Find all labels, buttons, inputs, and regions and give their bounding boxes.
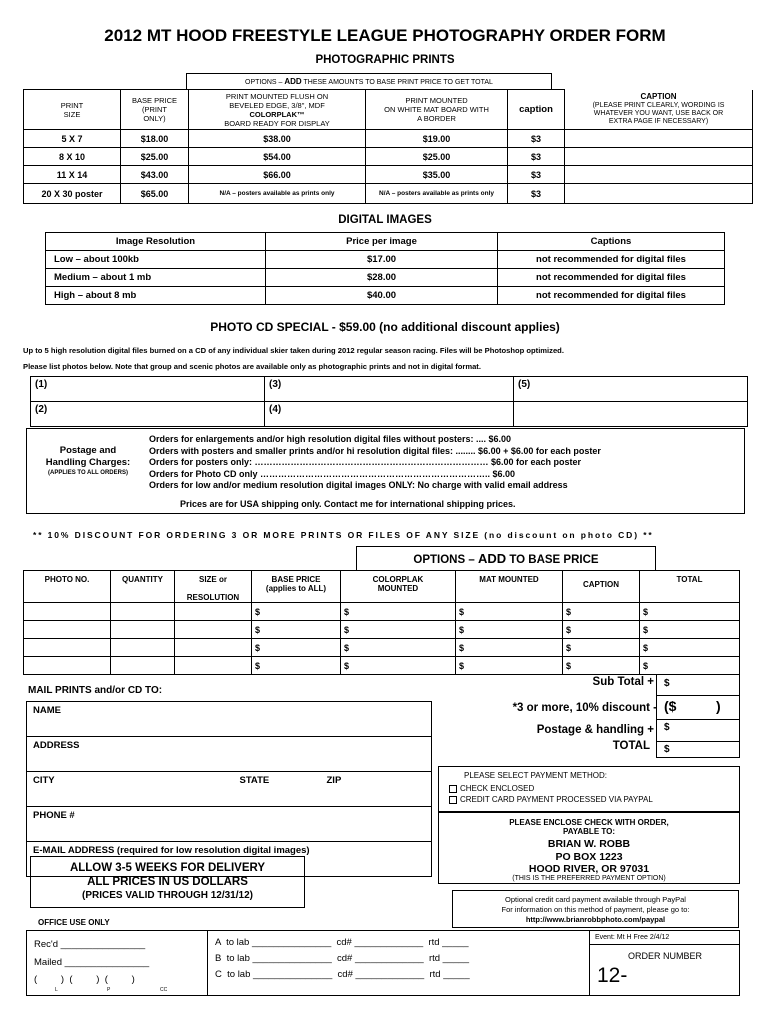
city-state-zip-field[interactable] <box>27 772 432 807</box>
cell-flush: $66.00 <box>189 166 366 184</box>
total-label: TOTAL <box>612 740 650 752</box>
state-label: STATE <box>239 775 270 786</box>
mail-heading: MAIL PRINTS and/or CD TO: <box>28 685 163 696</box>
cell-caption: $3 <box>508 130 565 148</box>
col-mat-mounted: PRINT MOUNTED ON WHITE MAT BOARD WITH A BORDER <box>366 90 508 130</box>
payee-city: HOOD RIVER, OR 97031 <box>528 863 650 875</box>
cell-caption-note <box>565 130 753 148</box>
cell-captions: not recommended for digital files <box>498 269 725 287</box>
cell-size: 8 X 10 <box>24 148 121 166</box>
mailed-field[interactable]: Mailed ________________ <box>34 957 150 968</box>
cell-flush: $38.00 <box>189 130 366 148</box>
paypal-link[interactable]: http://www.brianrobbphoto.com/paypal <box>525 915 666 924</box>
payee-name: BRIAN W. ROBB <box>547 838 631 850</box>
quantity-input[interactable] <box>111 621 175 639</box>
valid-through-text: (PRICES VALID THROUGH 12/31/12) <box>82 890 253 901</box>
cell-caption-note <box>565 166 753 184</box>
payee-box: PO BOX 1223 <box>555 851 623 863</box>
name-field[interactable]: NAME <box>27 702 432 737</box>
table-row <box>46 287 725 305</box>
table-row <box>46 269 725 287</box>
digital-heading: DIGITAL IMAGES <box>338 214 432 226</box>
photo-slot-3[interactable]: (3) <box>265 377 514 402</box>
quantity-input[interactable] <box>111 657 175 675</box>
total-input[interactable]: $ <box>640 621 740 639</box>
shipping-box <box>26 428 745 514</box>
paypal-box <box>452 890 739 928</box>
col-caption-note: CAPTION (PLEASE PRINT CLEARLY, WORDING IS WHATEVER YOU WANT, USE BACK OR EXTRA PAGE IF NECESSARY) <box>565 90 753 130</box>
quantity-input[interactable] <box>111 603 175 621</box>
caption-input[interactable]: $ <box>563 603 640 621</box>
col-colorplak: COLORPLAK MOUNTED <box>341 571 456 603</box>
size-input[interactable] <box>175 639 252 657</box>
col-colorplak: PRINT MOUNTED FLUSH ON BEVELED EDGE, 3/8", MDF COLORPLAK™ BOARD READY FOR DISPLAY <box>189 90 366 130</box>
paypal-option[interactable]: CREDIT CARD PAYMENT PROCESSED VIA PAYPAL <box>449 795 653 804</box>
order-number-label: ORDER NUMBER <box>627 951 702 961</box>
payment-method-box <box>438 766 740 812</box>
cell-flush: $54.00 <box>189 148 366 166</box>
order-options-header: OPTIONS – ADD TO BASE PRICE <box>356 546 656 571</box>
caption-input[interactable]: $ <box>563 621 640 639</box>
col-print-size: PRINT SIZE <box>24 90 121 130</box>
table-row <box>46 251 725 269</box>
cell-size: 5 X 7 <box>24 130 121 148</box>
cell-price: $17.00 <box>266 251 498 269</box>
col-quantity: QUANTITY <box>111 571 175 603</box>
cell-resolution: Medium – about 1 mb <box>46 269 266 287</box>
enclose-text: PAYABLE TO: <box>562 827 615 836</box>
photo-slot-4[interactable]: (4) <box>265 402 514 427</box>
colorplak-input[interactable]: $ <box>341 603 456 621</box>
quantity-input[interactable] <box>111 639 175 657</box>
address-field[interactable]: ADDRESS <box>27 737 432 772</box>
col-photo-no: PHOTO NO. <box>24 571 111 603</box>
colorplak-input[interactable]: $ <box>341 657 456 675</box>
photo-slot-1[interactable]: (1) <box>31 377 265 402</box>
mat-input[interactable]: $ <box>456 639 563 657</box>
photo-no-input[interactable] <box>24 639 111 657</box>
mail-address-table <box>26 701 432 877</box>
lab-a-field[interactable]: A to lab _______________ cd# _____________ rtd _____ <box>215 937 469 948</box>
check-enclosed-option[interactable]: CHECK ENCLOSED <box>449 784 534 793</box>
col-caption: caption <box>508 90 565 130</box>
cell-caption: $3 <box>508 184 565 204</box>
mat-input[interactable]: $ <box>456 621 563 639</box>
caption-input[interactable]: $ <box>563 657 640 675</box>
cell-caption-note <box>565 184 753 204</box>
cell-mat: N/A – posters available as prints only <box>366 184 508 204</box>
subtotal-input[interactable]: $ <box>664 678 670 689</box>
lab-b-field[interactable]: B to lab _______________ cd# _____________ rtd _____ <box>215 953 470 964</box>
code-label: L <box>55 987 58 993</box>
discount-input-close: ) <box>716 698 721 714</box>
order-table <box>23 570 740 675</box>
col-size: SIZE or RESOLUTION <box>175 571 252 603</box>
cell-base: $25.00 <box>121 148 189 166</box>
col-mat: MAT MOUNTED <box>456 571 563 603</box>
colorplak-input[interactable]: $ <box>341 621 456 639</box>
city-label: CITY <box>33 775 55 786</box>
cd-photo-list <box>30 376 748 427</box>
photo-no-input[interactable] <box>24 603 111 621</box>
table-row <box>24 184 753 204</box>
cell-mat: $25.00 <box>366 148 508 166</box>
base-price-input[interactable]: $ <box>252 621 341 639</box>
cell-captions: not recommended for digital files <box>498 251 725 269</box>
discount-input-open[interactable]: ($ <box>664 698 677 714</box>
cell-caption-note <box>565 148 753 166</box>
shipping-label: Postage and <box>59 445 117 456</box>
prints-table <box>23 89 753 204</box>
cd-description: Up to 5 high resolution digital files burned on a CD of any individual skier taken during 2012 regular season racing. Files will be Photoshop optimized. <box>23 346 564 355</box>
base-price-input[interactable]: $ <box>252 657 341 675</box>
cell-caption: $3 <box>508 148 565 166</box>
prints-heading: PHOTOGRAPHIC PRINTS <box>315 54 455 66</box>
discount-line: ** 10% DISCOUNT FOR ORDERING 3 OR MORE PRINTS OR FILES OF ANY SIZE (no discount on photo CD) ** <box>33 530 654 540</box>
checkbox-icon[interactable] <box>449 785 457 793</box>
cell-resolution: Low – about 100kb <box>46 251 266 269</box>
cell-base: $65.00 <box>121 184 189 204</box>
photo-no-input[interactable] <box>24 657 111 675</box>
mat-input[interactable]: $ <box>456 603 563 621</box>
shipping-label: Handling Charges: <box>45 457 131 468</box>
table-row <box>24 148 753 166</box>
size-input[interactable] <box>175 657 252 675</box>
subtotal-label: Sub Total + <box>592 676 654 688</box>
total-input[interactable]: $ <box>640 657 740 675</box>
cell-mat: $35.00 <box>366 166 508 184</box>
cell-base: $43.00 <box>121 166 189 184</box>
base-price-input[interactable]: $ <box>252 639 341 657</box>
shipping-usa-note: Prices are for USA shipping only. Contact me for international shipping prices. <box>180 499 516 509</box>
cd-heading: PHOTO CD SPECIAL - $59.00 (no additional discount applies) <box>210 320 560 334</box>
cell-caption: $3 <box>508 166 565 184</box>
cell-resolution: High – about 8 mb <box>46 287 266 305</box>
cell-size: 20 X 30 poster <box>24 184 121 204</box>
cell-price: $28.00 <box>266 269 498 287</box>
total-input[interactable]: $ <box>640 603 740 621</box>
col-base-price: BASE PRICE (PRINT ONLY) <box>121 90 189 130</box>
cd-note: Please list photos below. Note that group and scenic photos are available only as photographic prints and not in digital format. <box>23 362 481 371</box>
lab-c-field[interactable]: C to lab _______________ cd# _____________ rtd _____ <box>215 969 470 980</box>
photo-no-input[interactable] <box>24 621 111 639</box>
photo-slot-5[interactable]: (5) <box>514 377 748 402</box>
col-price: Price per image <box>266 233 498 251</box>
code-label: CC <box>160 987 168 993</box>
col-total: TOTAL <box>640 571 740 603</box>
col-base-price: BASE PRICE (applies to ALL) <box>252 571 341 603</box>
shipping-note: (APPLIES TO ALL ORDERS) <box>48 470 128 476</box>
caption-input[interactable]: $ <box>563 639 640 657</box>
delivery-box <box>30 856 305 908</box>
office-heading: OFFICE USE ONLY <box>38 918 110 927</box>
total-input[interactable]: $ <box>640 639 740 657</box>
cell-base: $18.00 <box>121 130 189 148</box>
preferred-note: (THIS IS THE PREFERRED PAYMENT OPTION) <box>512 875 666 882</box>
photo-slot-2[interactable]: (2) <box>31 402 265 427</box>
recd-field[interactable]: Rec'd ________________ <box>34 939 146 950</box>
table-row <box>24 130 753 148</box>
enclose-text: PLEASE ENCLOSE CHECK WITH ORDER, <box>509 818 669 827</box>
size-input[interactable] <box>175 603 252 621</box>
checkbox-icon[interactable] <box>449 796 457 804</box>
colorplak-input[interactable]: $ <box>341 639 456 657</box>
discount-label: *3 or more, 10% discount - <box>512 702 657 714</box>
postage-label: Postage & handling + <box>536 724 654 736</box>
email-field[interactable]: E-MAIL ADDRESS (required for low resolution digital images) <box>27 842 432 877</box>
cell-flush: N/A – posters available as prints only <box>189 184 366 204</box>
col-resolution: Image Resolution <box>46 233 266 251</box>
cell-price: $40.00 <box>266 287 498 305</box>
cell-mat: $19.00 <box>366 130 508 148</box>
col-captions: Captions <box>498 233 725 251</box>
event-label: Event: Mt H Free 2/4/12 <box>595 934 670 941</box>
options-header: OPTIONS – ADD THESE AMOUNTS TO BASE PRINT PRICE TO GET TOTAL <box>186 73 552 89</box>
shipping-rates: Orders for enlargements and/or high resolution digital files without posters: .... $6.00 Orders with posters and smaller prints and/or hi resolution digital files: ........ $6.00 + $6.00 for each poster Orders for posters only: …………………………………………………………………… $6.00 for each poster Orders for Photo CD only ………………………………………………………………….. $6.00 Orders for low and/or medium resolution digital images ONLY: No charge with valid email address <box>149 434 601 490</box>
size-input[interactable] <box>175 621 252 639</box>
order-number-field[interactable]: 12- <box>597 964 628 987</box>
order-row <box>24 639 740 657</box>
paypal-text: For information on this method of payment, please go to: <box>501 905 690 914</box>
order-row <box>24 603 740 621</box>
check-payee-box <box>438 812 740 884</box>
col-caption: CAPTION <box>563 571 640 603</box>
order-row <box>24 621 740 639</box>
page-title: 2012 MT HOOD FREESTYLE LEAGUE PHOTOGRAPHY ORDER FORM <box>104 26 666 45</box>
phone-field[interactable]: PHONE # <box>27 807 432 842</box>
order-row <box>24 657 740 675</box>
delivery-text: ALLOW 3-5 WEEKS FOR DELIVERY <box>69 862 266 874</box>
digital-table <box>45 232 725 305</box>
postage-input[interactable]: $ <box>664 722 670 733</box>
total-input[interactable]: $ <box>664 744 670 755</box>
code-label: P <box>107 987 111 993</box>
cell-captions: not recommended for digital files <box>498 287 725 305</box>
payment-select-label: PLEASE SELECT PAYMENT METHOD: <box>464 771 607 780</box>
base-price-input[interactable]: $ <box>252 603 341 621</box>
currency-text: ALL PRICES IN US DOLLARS <box>87 876 248 888</box>
photo-slot-6[interactable] <box>514 402 748 427</box>
table-row <box>24 166 753 184</box>
cell-size: 11 X 14 <box>24 166 121 184</box>
paypal-text: Optional credit card payment available through PayPal <box>505 895 686 904</box>
mat-input[interactable]: $ <box>456 657 563 675</box>
zip-label: ZIP <box>326 775 342 786</box>
office-use-box <box>26 930 740 996</box>
office-codes[interactable]: ( ) ( ) ( ) <box>34 974 135 985</box>
